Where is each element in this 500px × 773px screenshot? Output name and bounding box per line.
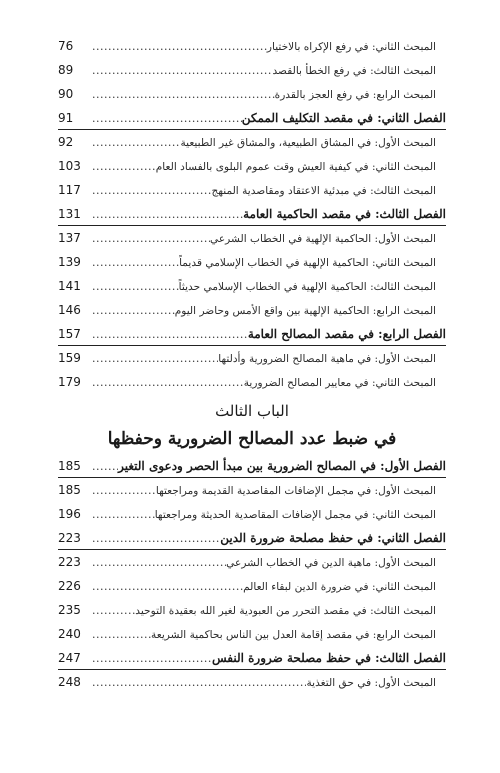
entry-title: المبحث الأول: في مجمل الإضافات المقاصدية القديمة ومراجعتها <box>155 485 436 497</box>
leader-dots <box>92 575 243 599</box>
leader-dots <box>92 59 272 83</box>
entry-title: المبحث الثاني: في ضرورة الدين لبقاء العالم <box>243 581 436 593</box>
leader-dots <box>92 179 212 203</box>
toc-entry[interactable] <box>58 622 446 646</box>
chapter-title: الفصل الثاني: في حفظ مصلحة ضرورة الدين <box>220 531 446 545</box>
entry-title: المبحث الرابع: في مقصد إقامة العدل بين الناس بحاكمية الشريعة <box>151 629 436 641</box>
leader-dots <box>92 299 175 323</box>
entry-page: 141 <box>58 279 81 293</box>
leader-dots <box>92 503 155 527</box>
entry-page: 92 <box>58 135 74 149</box>
toc-entry[interactable] <box>58 226 446 250</box>
entry-page: 179 <box>58 375 81 389</box>
toc-entry[interactable] <box>58 82 446 106</box>
toc-chapter-entry[interactable] <box>58 526 446 550</box>
leader-dots <box>92 647 212 671</box>
chapter-title: الفصل الثالث: في حفظ مصلحة ضرورة النفس <box>211 651 446 665</box>
toc-chapter-entry[interactable] <box>58 646 446 670</box>
entry-title: المبحث الثاني: الحاكمية الإلهية في الخطاب الإسلامي قديماً <box>179 257 436 269</box>
toc-chapter-entry[interactable] <box>58 202 446 226</box>
entry-page: 248 <box>58 675 81 689</box>
leader-dots <box>92 107 242 131</box>
toc-entry[interactable] <box>58 58 446 82</box>
toc-entry[interactable] <box>58 574 446 598</box>
leader-dots <box>92 131 180 155</box>
entry-title: المبحث الأول: في المشاق الطبيعية، والمشاق غير الطبيعية <box>180 137 436 149</box>
entry-page: 103 <box>58 159 81 173</box>
entry-page: 89 <box>58 63 74 77</box>
entry-page: 131 <box>58 207 81 221</box>
entry-page: 247 <box>58 651 81 665</box>
leader-dots <box>92 323 248 347</box>
entry-title: المبحث الثاني: في معايير المصالح الضرورية <box>243 377 436 389</box>
entry-title: المبحث الثالث: في رفع الخطأ بالقصد <box>272 65 436 77</box>
entry-page: 90 <box>58 87 74 101</box>
chapter-title: الفصل الثاني: في مقصد التكليف الممكن <box>241 111 446 125</box>
leader-dots <box>92 623 151 647</box>
toc-entry[interactable] <box>58 178 446 202</box>
leader-dots <box>92 455 118 479</box>
entry-page: 196 <box>58 507 81 521</box>
part-subtitle: في ضبط عدد المصالح الضرورية وحفظها <box>107 429 397 449</box>
entry-page: 235 <box>58 603 81 617</box>
leader-dots <box>92 551 226 575</box>
leader-dots <box>92 527 220 551</box>
leader-dots <box>92 275 179 299</box>
entry-page: 76 <box>58 39 74 53</box>
leader-dots <box>92 347 218 371</box>
leader-dots <box>92 203 243 227</box>
toc-entry[interactable] <box>58 370 446 394</box>
entry-title: المبحث الأول: الحاكمية الإلهية في الخطاب الشرعي <box>210 233 436 245</box>
leader-dots <box>92 251 179 275</box>
entry-title: المبحث الثاني: في كيفية العيش وقت عموم البلوى بالفساد العام <box>155 161 436 173</box>
entry-page: 223 <box>58 531 81 545</box>
entry-page: 91 <box>58 111 74 125</box>
entry-page: 137 <box>58 231 81 245</box>
leader-dots <box>92 599 135 623</box>
toc-list-top <box>58 34 446 394</box>
chapter-title: الفصل الرابع: في مقصد المصالح العامة <box>247 327 446 341</box>
leader-dots <box>92 671 306 695</box>
entry-title: المبحث الأول: ماهية الدين في الخطاب الشرعي <box>226 557 436 569</box>
entry-title: المبحث الأول: في حق التغذية <box>306 677 436 689</box>
toc-entry[interactable] <box>58 274 446 298</box>
entry-page: 139 <box>58 255 81 269</box>
toc-entry[interactable] <box>58 346 446 370</box>
entry-page: 146 <box>58 303 81 317</box>
toc-entry[interactable] <box>58 502 446 526</box>
leader-dots <box>92 227 210 251</box>
leader-dots <box>92 35 267 59</box>
entry-title: المبحث الثاني: في مجمل الإضافات المقاصدية الحديثة ومراجعتها <box>154 509 436 521</box>
toc-list-bottom <box>58 454 446 694</box>
entry-page: 117 <box>58 183 81 197</box>
toc-entry[interactable] <box>58 130 446 154</box>
entry-title: المبحث الثالث: في مبدئية الاعتقاد ومقاصدية المنهج <box>211 185 436 197</box>
chapter-title: الفصل الثالث: في مقصد الحاكمية العامة <box>243 207 446 221</box>
toc-entry[interactable] <box>58 298 446 322</box>
entry-page: 226 <box>58 579 81 593</box>
entry-title: المبحث الرابع: في رفع العجز بالقدرة <box>274 89 436 101</box>
entry-page: 159 <box>58 351 81 365</box>
leader-dots <box>92 371 244 395</box>
leader-dots <box>92 83 275 107</box>
toc-entry[interactable] <box>58 550 446 574</box>
entry-page: 185 <box>58 459 81 473</box>
toc-chapter-entry[interactable] <box>58 106 446 130</box>
toc-entry[interactable] <box>58 154 446 178</box>
entry-page: 240 <box>58 627 81 641</box>
leader-dots <box>92 155 156 179</box>
entry-title: المبحث الثاني: في رفع الإكراه بالاختيار <box>266 41 436 53</box>
toc-chapter-entry[interactable] <box>58 454 446 478</box>
entry-title: المبحث الثالث: الحاكمية الإلهية في الخطاب الإسلامي حديثاً <box>178 281 436 293</box>
toc-entry[interactable] <box>58 34 446 58</box>
part-heading <box>58 398 446 454</box>
entry-title: المبحث الثالث: في مقصد التحرر من العبودية لغير الله بعقيدة التوحيد <box>135 605 436 617</box>
entry-title: المبحث الأول: في ماهية المصالح الضرورية وأدلتها <box>218 353 436 365</box>
chapter-title: الفصل الأول: في المصالح الضرورية بين مبدأ الحصر ودعوى التغير <box>118 459 446 473</box>
toc-entry[interactable] <box>58 598 446 622</box>
leader-dots <box>92 479 156 503</box>
entry-title: المبحث الرابع: الحاكمية الإلهية بين واقع الأمس وحاضر اليوم <box>174 305 436 317</box>
entry-page: 157 <box>58 327 81 341</box>
part-title: الباب الثالث <box>215 402 289 420</box>
entry-page: 223 <box>58 555 81 569</box>
toc-entry[interactable] <box>58 670 446 694</box>
entry-page: 185 <box>58 483 81 497</box>
toc-chapter-entry[interactable] <box>58 322 446 346</box>
toc-entry[interactable] <box>58 250 446 274</box>
toc-entry[interactable] <box>58 478 446 502</box>
